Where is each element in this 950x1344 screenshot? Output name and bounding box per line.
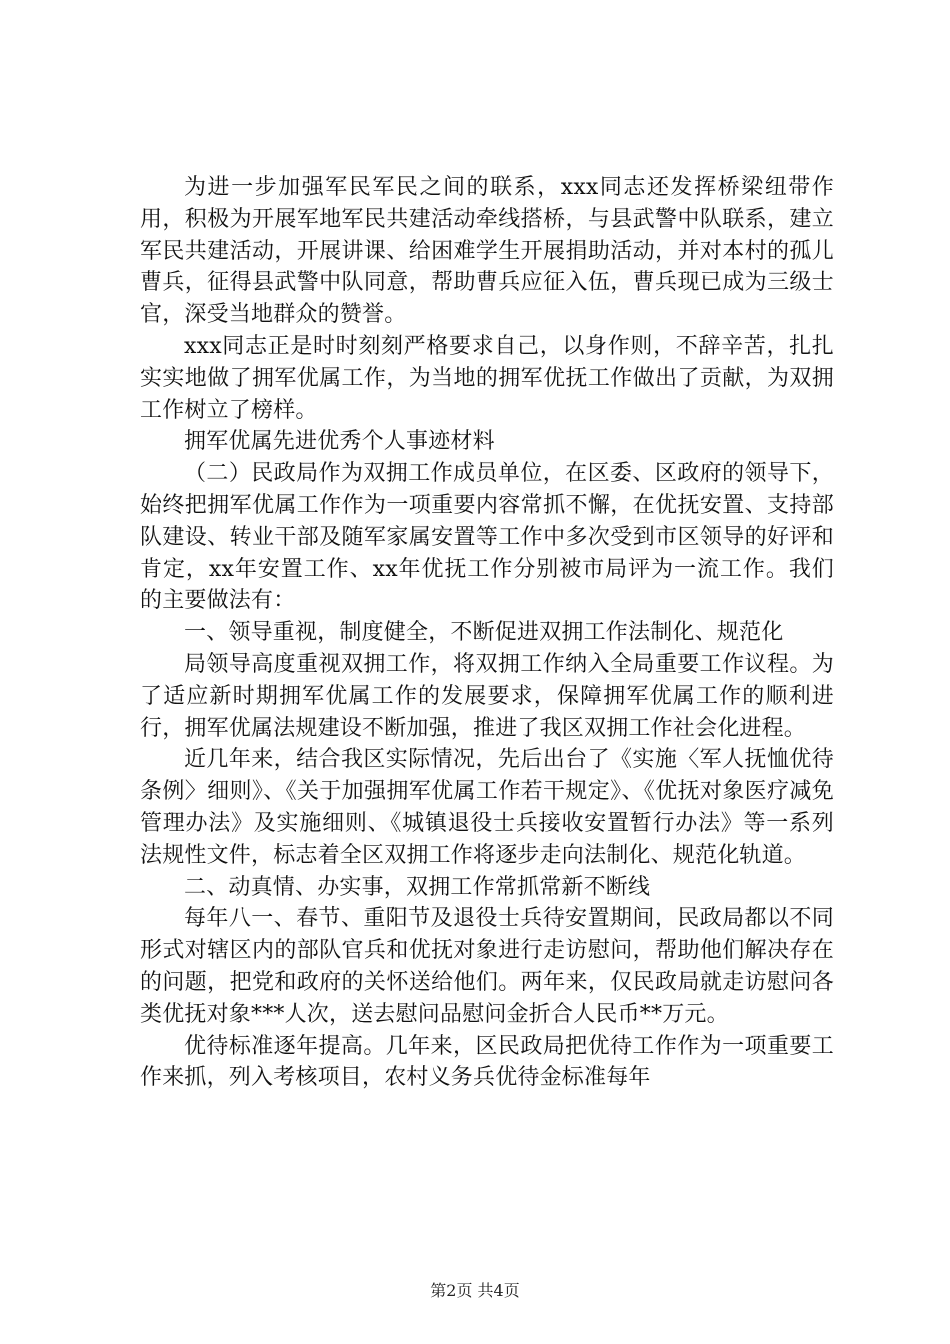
paragraph-1: 为进一步加强军民军民之间的联系，xxx同志还发挥桥梁纽带作用，积极为开展军地军民共建活动牵线搭桥，与县武警中队联系，建立军民共建活动，开展讲课、给困难学生开展捐助活动，并对本村的孤儿曹兵，征得县武警中队同意，帮助曹兵应征入伍，曹兵现已成为三级士官，深受当地群众的赞誉。	[140, 175, 834, 328]
section-title: 拥军优属先进优秀个人事迹材料	[184, 429, 495, 455]
page-number: 第2页 共4页	[430, 1281, 520, 1300]
document-body	[140, 172, 834, 1094]
paragraph-2: xxx同志正是时时刻刻严格要求自己，以身作则，不辞辛苦，扎扎实实地做了拥军优属工作，为当地的拥军优抚工作做出了贡献，为双拥工作树立了榜样。	[140, 333, 834, 423]
heading-2: 二、动真情、办实事，双拥工作常抓常新不断线	[184, 874, 651, 900]
paragraph-3: （二）民政局作为双拥工作成员单位，在区委、区政府的领导下，始终把拥军优属工作作为一项重要内容常抓不懈，在优抚安置、支持部队建设、转业干部及随军家属安置等工作中多次受到市区领导的好评和肯定，xx年安置工作、xx年优抚工作分别被市局评为一流工作。我们的主要做法有：	[140, 461, 834, 614]
paragraph-7: 优待标准逐年提高。几年来，区民政局把优待工作作为一项重要工作来抓，列入考核项目，农村义务兵优待金标准每年	[140, 1033, 834, 1091]
paragraph-6: 每年八一、春节、重阳节及退役士兵待安置期间，民政局都以不同形式对辖区内的部队官兵和优抚对象进行走访慰问，帮助他们解决存在的问题，把党和政府的关怀送给他们。两年来，仅民政局就走访慰问各类优抚对象***人次，送去慰问品慰问金折合人民币**万元。	[140, 906, 834, 1027]
page-footer	[0, 1278, 950, 1301]
paragraph-4: 局领导高度重视双拥工作，将双拥工作纳入全局重要工作议程。为了适应新时期拥军优属工作的发展要求，保障拥军优属工作的顺利进行，拥军优属法规建设不断加强，推进了我区双拥工作社会化进程。	[140, 651, 834, 741]
heading-1: 一、领导重视，制度健全，不断促进双拥工作法制化、规范化	[184, 620, 784, 646]
paragraph-5: 近几年来，结合我区实际情况，先后出台了《实施〈军人抚恤优待条例〉细则》、《关于加强拥军优属工作若干规定》、《优抚对象医疗减免管理办法》及实施细则、《城镇退役士兵接收安置暂行办法》等一系列法规性文件，标志着全区双拥工作将逐步走向法制化、规范化轨道。	[140, 747, 834, 868]
